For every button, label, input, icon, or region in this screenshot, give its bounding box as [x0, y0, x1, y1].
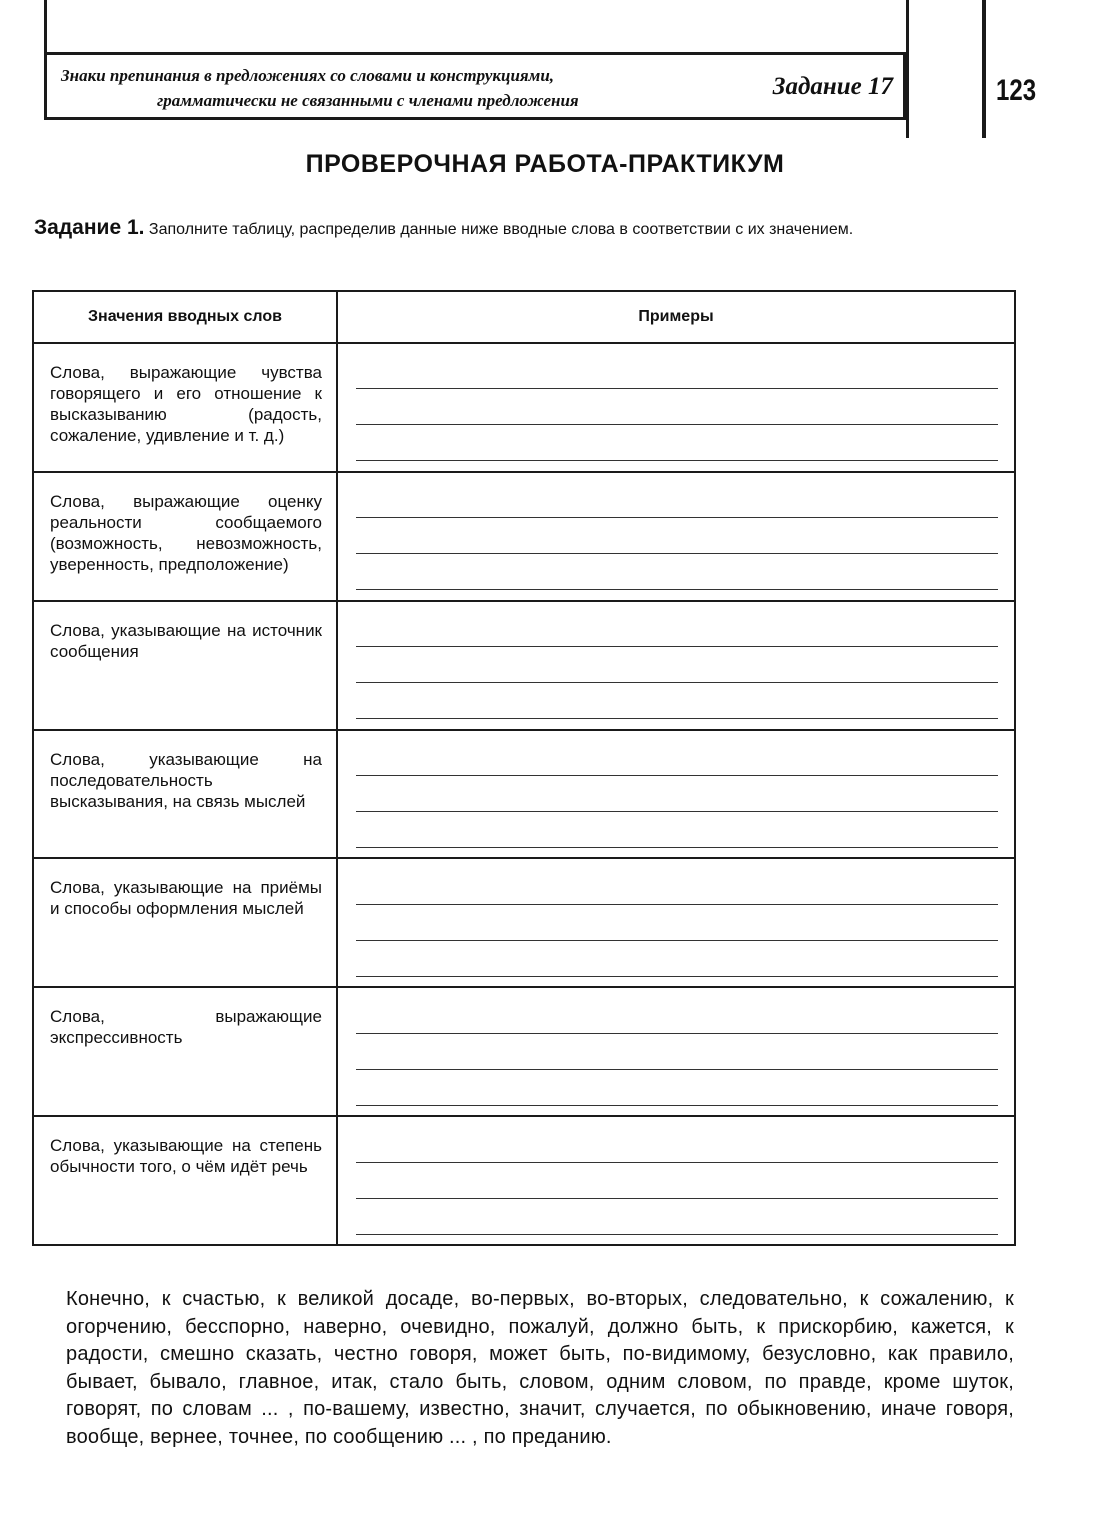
table-row [33, 987, 1015, 1116]
header-examples: Примеры [337, 291, 1015, 343]
meaning-cell: Слова, указывающие на степень обычности того, о чём идёт речь [33, 1116, 337, 1245]
topic-title [61, 63, 711, 113]
examples-cell[interactable] [337, 858, 1015, 987]
meaning-cell: Слова, выражающие экспрессивность [33, 987, 337, 1116]
topic-line-1: Знаки препинания в предложениях со словами и конструкциями, [61, 66, 555, 85]
examples-cell[interactable] [337, 472, 1015, 601]
task-instruction [34, 218, 1022, 239]
answer-line[interactable] [356, 1163, 998, 1199]
task-text: Заполните таблицу, распределив данные ниже вводные слова в соответствии с их значением. [148, 221, 854, 238]
examples-cell[interactable] [337, 343, 1015, 472]
left-margin-line [44, 0, 47, 56]
meaning-cell: Слова, указывающие на приёмы и способы оформления мыслей [33, 858, 337, 987]
answer-line[interactable] [356, 869, 998, 905]
header-right-line [906, 0, 909, 138]
page-title: ПРОВЕРОЧНАЯ РАБОТА-ПРАКТИКУМ [305, 150, 785, 178]
answer-line[interactable] [356, 776, 998, 812]
table-header-row [33, 291, 1015, 343]
table-row [33, 1116, 1015, 1245]
answer-line[interactable] [356, 353, 998, 389]
header-meaning: Значения вводных слов [33, 291, 337, 343]
answer-line[interactable] [356, 1034, 998, 1070]
answer-line[interactable] [356, 1070, 998, 1106]
examples-cell[interactable] [337, 987, 1015, 1116]
answer-line[interactable] [356, 941, 998, 977]
intro-words-table [32, 290, 1016, 1246]
answer-line[interactable] [356, 554, 998, 590]
answer-line[interactable] [356, 1199, 998, 1235]
task-label: Задание 1. [34, 216, 145, 239]
answer-line[interactable] [356, 683, 998, 719]
answer-line[interactable] [356, 812, 998, 848]
meaning-cell: Слова, указывающие на источник сообщения [33, 601, 337, 730]
topic-header [44, 52, 906, 120]
meaning-cell: Слова, указывающие на последовательность высказывания, на связь мыслей [33, 730, 337, 859]
answer-line[interactable] [356, 905, 998, 941]
answer-line[interactable] [356, 389, 998, 425]
table-row [33, 601, 1015, 730]
answer-line[interactable] [356, 1127, 998, 1163]
intro-words-list: Конечно, к счастью, к великой досаде, во-первых, во-вторых, следовательно, к сожалению, к огорчению, бесспорно, наверно, очевидно, пожалуй, должно быть, к прискорбию, кажется, к радости, смешно сказать, честно говоря, может быть, по-видимому, безусловно, как правило, бывает, бывало, главное, итак, стало быть, словом, одним словом, по правде, кроме шуток, говорят, по словам ... , по-вашему, известно, значит, случается, по обыкновению, иначе говоря, вообще, вернее, точнее, по сообщению ... , по преданию. [66, 1288, 1014, 1448]
meaning-cell: Слова, выражающие чувства говорящего и его отношение к высказыванию (радость, сожаление, удивление и т. д.) [33, 343, 337, 472]
answer-line[interactable] [356, 740, 998, 776]
task-number-label: Задание 17 [772, 73, 893, 100]
answer-line[interactable] [356, 611, 998, 647]
table-row [33, 343, 1015, 472]
examples-cell[interactable] [337, 730, 1015, 859]
answer-line[interactable] [356, 482, 998, 518]
meaning-cell: Слова, выражающие оценку реальности сообщаемого (возможность, невозможность, уверенность, предположение) [33, 472, 337, 601]
examples-cell[interactable] [337, 601, 1015, 730]
table-row [33, 730, 1015, 859]
answer-line[interactable] [356, 518, 998, 554]
table-row [33, 858, 1015, 987]
examples-cell[interactable] [337, 1116, 1015, 1245]
page-edge-line [982, 0, 986, 138]
table-body [33, 343, 1015, 1245]
answer-line[interactable] [356, 425, 998, 461]
table-row [33, 472, 1015, 601]
answer-line[interactable] [356, 998, 998, 1034]
page-number: 123 [996, 74, 1037, 107]
topic-line-2: грамматически не связанными с членами предложения [157, 91, 579, 110]
answer-line[interactable] [356, 647, 998, 683]
